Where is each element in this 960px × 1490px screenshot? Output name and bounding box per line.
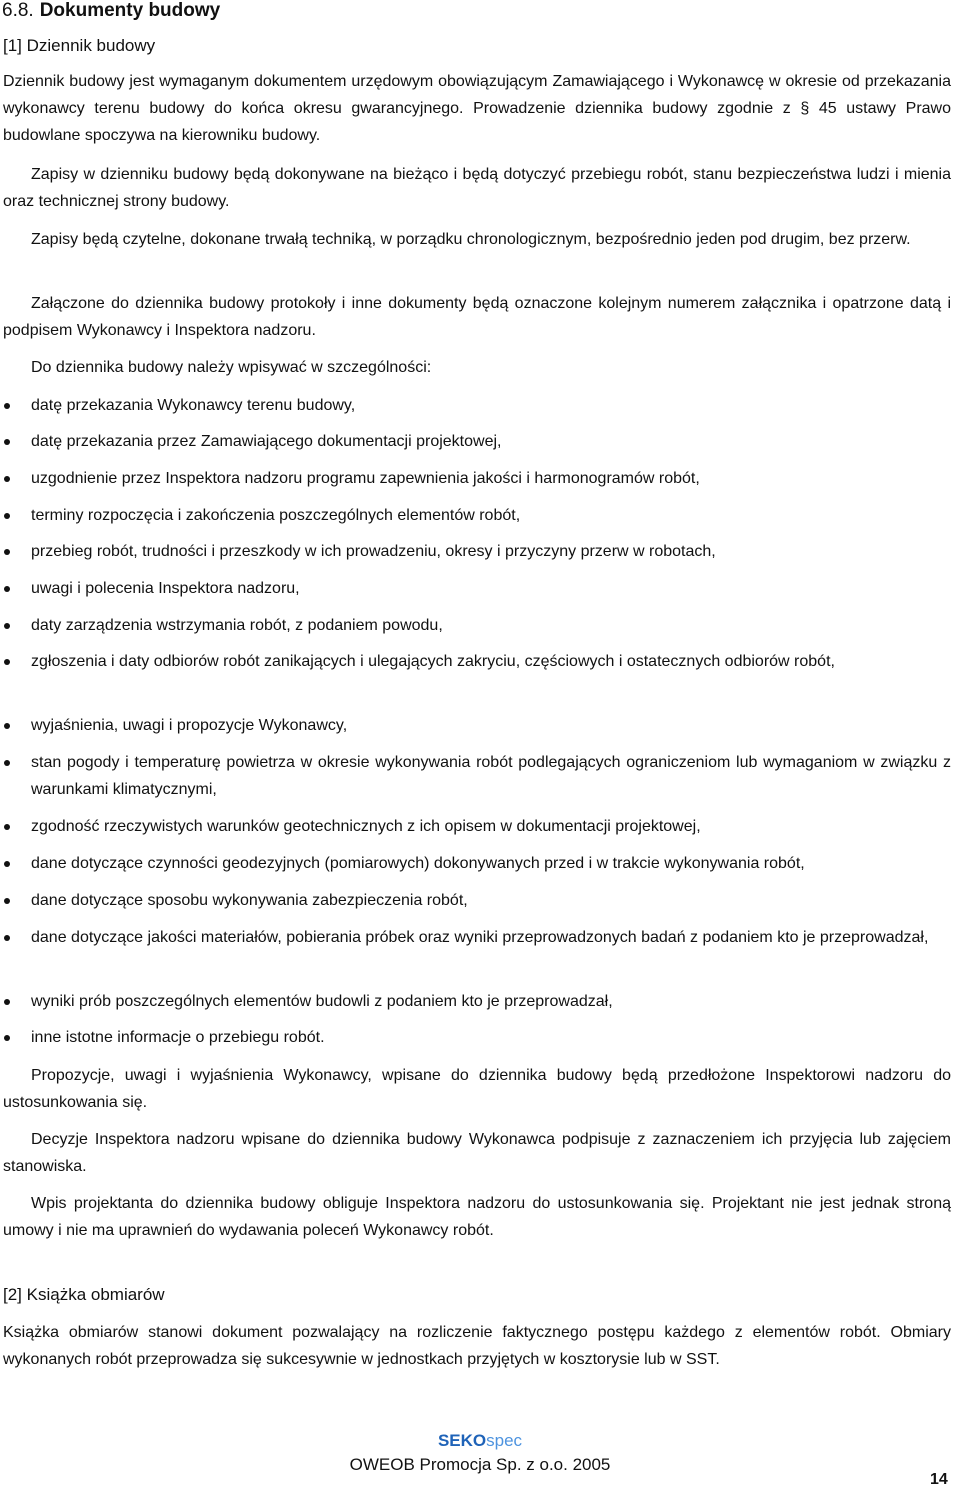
diary-paragraph-designer: Wpis projektanta do dziennika budowy obliguje Inspektora nadzoru do ustosunkowania się. Projektant nie jest jednak stroną umowy i nie ma uprawnień do wydawania poleceń Wykonawcy robót.: [3, 1195, 951, 1239]
diary-paragraph-intro: Dziennik budowy jest wymaganym dokumentem urzędowym obowiązującym Zamawiającego i Wykonawcę w okresie od przekazania wykonawcy terenu budowy do końca okresu gwarancyjnego. Prowadzenie dziennika budowy zgodnie z § 45 ustawy Prawo budowlane spoczywa na kierowniku budowy.: [3, 73, 951, 144]
bullet-icon: [4, 403, 10, 409]
brand-strong-text: SEKO: [437, 1431, 487, 1450]
list-item: daty zarządzenia wstrzymania robót, z podaniem powodu,: [3, 612, 951, 639]
measurements-heading: [2] Książka obmiarów: [3, 1285, 165, 1304]
bullet-icon: [4, 549, 10, 555]
bullet-icon: [4, 935, 10, 941]
list-item: terminy rozpoczęcia i zakończenia poszczególnych elementów robót,: [3, 502, 951, 529]
diary-paragraph-attachments: Załączone do dziennika budowy protokoły i inne dokumenty będą oznaczone kolejnym numerem załącznika i opatrzone datą i podpisem Wykonawcy i Inspektora nadzoru.: [3, 295, 951, 339]
page-number: 14: [930, 1471, 948, 1488]
diary-paragraph-proposals: Propozycje, uwagi i wyjaśnienia Wykonawcy, wpisane do dziennika budowy będą przedłożone Inspektorowi nadzoru do ustosunkowania się.: [3, 1067, 951, 1111]
bullet-icon: [4, 476, 10, 482]
list-item: dane dotyczące czynności geodezyjnych (pomiarowych) dokonywanych przed i w trakcie wykonywania robót,: [3, 850, 951, 877]
bullet-icon: [4, 623, 10, 629]
measurements-paragraph: Książka obmiarów stanowi dokument pozwalający na rozliczenie faktycznego postępu każdego z elementów robót. Obmiary wykonanych robót przeprowadza się sukcesywnie w jednostkach przyjętych w kosztorysie lub w SST.: [3, 1324, 951, 1368]
diary-paragraph-entries: Zapisy w dzienniku budowy będą dokonywane na bieżąco i będą dotyczyć przebiegu robót, stanu bezpieczeństwa ludzi i mienia oraz technicznej strony budowy.: [3, 166, 951, 210]
list-item: wyjaśnienia, uwagi i propozycje Wykonawcy,: [3, 712, 951, 739]
list-item: uzgodnienie przez Inspektora nadzoru programu zapewnienia jakości i harmonogramów robót,: [3, 465, 951, 492]
bullet-icon: [4, 439, 10, 445]
bullet-icon: [4, 513, 10, 519]
section-heading: [2, 0, 220, 22]
bullet-icon: [4, 723, 10, 729]
footer-company: OWEOB Promocja Sp. z o.o. 2005: [349, 1455, 611, 1474]
list-item: zgłoszenia i daty odbiorów robót zanikających i ulegających zakryciu, częściowych i ostatecznych odbiorów robót,: [3, 648, 951, 675]
list-item: datę przekazania Wykonawcy terenu budowy,: [3, 392, 951, 419]
bullet-icon: [4, 999, 10, 1005]
bullet-icon: [4, 760, 10, 766]
list-item: uwagi i polecenia Inspektora nadzoru,: [3, 575, 951, 602]
list-item: dane dotyczące sposobu wykonywania zabezpieczenia robót,: [3, 887, 951, 914]
bullet-icon: [4, 1035, 10, 1041]
diary-heading: [1] Dziennik budowy: [3, 36, 156, 55]
bullet-icon: [4, 898, 10, 904]
list-item: zgodność rzeczywistych warunków geotechnicznych z ich opisem w dokumentacji projektowej,: [3, 813, 951, 840]
diary-paragraph-legibility: Zapisy będą czytelne, dokonane trwałą techniką, w porządku chronologicznym, bezpośrednio jeden pod drugim, bez przerw.: [31, 231, 911, 248]
list-item: inne istotne informacje o przebiegu robót.: [3, 1024, 951, 1051]
diary-paragraph-decisions: Decyzje Inspektora nadzoru wpisane do dziennika budowy Wykonawca podpisuje z zaznaczeniem ich przyjęcia lub zajęciem stanowiska.: [3, 1131, 951, 1175]
list-item: dane dotyczące jakości materiałów, pobierania próbek oraz wyniki przeprowadzonych badań z podaniem kto je przeprowadzał,: [3, 924, 951, 951]
section-title: Dokumenty budowy: [39, 0, 221, 21]
bullet-icon: [4, 824, 10, 830]
bullet-icon: [4, 659, 10, 665]
list-item: wyniki prób poszczególnych elementów budowli z podaniem kto je przeprowadzał,: [3, 988, 951, 1015]
list-item: datę przekazania przez Zamawiającego dokumentacji projektowej,: [3, 428, 951, 455]
bullet-icon: [4, 861, 10, 867]
list-item: stan pogody i temperaturę powietrza w okresie wykonywania robót podlegających ograniczeniom lub wymaganiom w związku z warunkami klimatycznymi,: [3, 749, 951, 803]
list-item: przebieg robót, trudności i przeszkody w ich prowadzeniu, okresy i przyczyny przerw w robotach,: [3, 538, 951, 565]
diary-paragraph-list-intro: Do dziennika budowy należy wpisywać w szczególności:: [31, 359, 432, 376]
footer-brand-logo: [0, 1431, 960, 1451]
bullet-icon: [4, 586, 10, 592]
section-number: 6.8.: [2, 0, 34, 21]
brand-light-text: spec: [486, 1431, 523, 1450]
